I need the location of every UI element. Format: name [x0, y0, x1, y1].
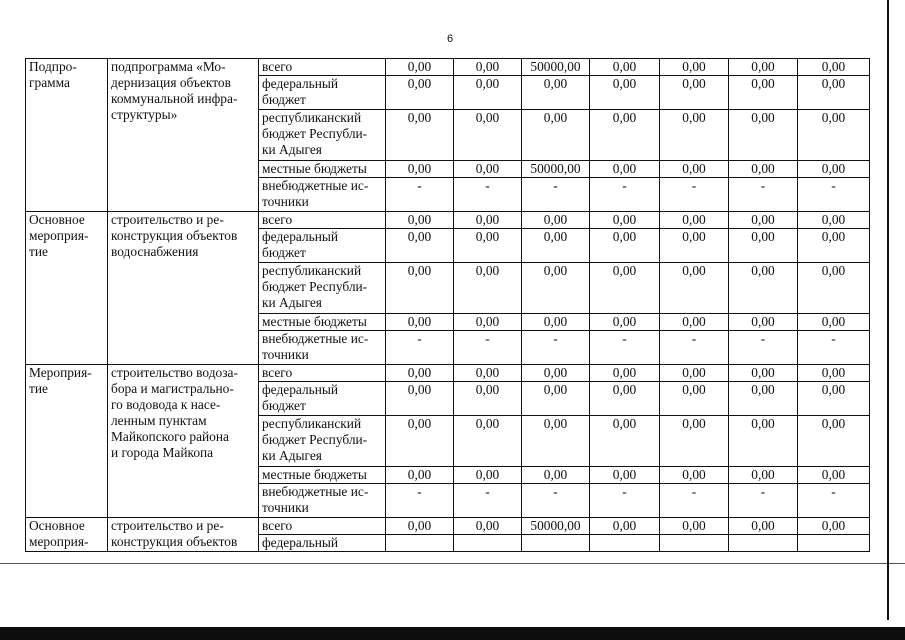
- value-cell: 0,00: [729, 382, 798, 416]
- activity-description-cell: строительство и ре- конструкция объектов водоснабжения: [108, 212, 259, 365]
- value-cell: 0,00: [798, 161, 870, 178]
- value-cell: -: [729, 178, 798, 212]
- funding-source-cell: республиканский бюджет Республи- ки Адыгея: [259, 110, 386, 161]
- value-cell: 0,00: [590, 229, 660, 263]
- value-cell: 0,00: [522, 314, 590, 331]
- funding-source-cell: внебюджетные ис- точники: [259, 484, 386, 518]
- funding-source-cell: республиканский бюджет Республи- ки Адыгея: [259, 263, 386, 314]
- value-cell: 0,00: [729, 59, 798, 76]
- value-cell: -: [660, 484, 729, 518]
- value-cell: 0,00: [798, 59, 870, 76]
- value-cell: 0,00: [729, 314, 798, 331]
- scan-edge-line: [887, 0, 889, 620]
- value-cell: 0,00: [729, 518, 798, 535]
- table-row: [26, 365, 870, 382]
- funding-source-cell: федеральный бюджет: [259, 229, 386, 263]
- value-cell: 0,00: [798, 382, 870, 416]
- funding-source-cell: местные бюджеты: [259, 161, 386, 178]
- value-cell: 0,00: [386, 314, 454, 331]
- value-cell: 0,00: [454, 59, 522, 76]
- funding-source-cell: внебюджетные ис- точники: [259, 331, 386, 365]
- value-cell: 0,00: [386, 212, 454, 229]
- value-cell: -: [454, 178, 522, 212]
- value-cell: 0,00: [590, 59, 660, 76]
- value-cell: 0,00: [386, 229, 454, 263]
- value-cell: 0,00: [660, 212, 729, 229]
- value-cell: 0,00: [590, 76, 660, 110]
- value-cell: 0,00: [386, 161, 454, 178]
- value-cell: 0,00: [454, 314, 522, 331]
- value-cell: 0,00: [386, 518, 454, 535]
- activity-description-cell: подпрограмма «Мо- дернизация объектов коммунальной инфра- структуры»: [108, 59, 259, 212]
- value-cell: 0,00: [454, 467, 522, 484]
- value-cell: [660, 535, 729, 552]
- value-cell: -: [386, 178, 454, 212]
- value-cell: 0,00: [454, 416, 522, 467]
- value-cell: 0,00: [660, 467, 729, 484]
- value-cell: [386, 535, 454, 552]
- value-cell: 0,00: [798, 314, 870, 331]
- table-row: [26, 212, 870, 229]
- funding-source-cell: всего: [259, 59, 386, 76]
- funding-source-cell: всего: [259, 212, 386, 229]
- value-cell: 0,00: [386, 59, 454, 76]
- value-cell: 0,00: [729, 110, 798, 161]
- activity-description-cell: строительство и ре- конструкция объектов: [108, 518, 259, 552]
- value-cell: -: [798, 484, 870, 518]
- value-cell: 0,00: [590, 416, 660, 467]
- funding-source-cell: всего: [259, 518, 386, 535]
- value-cell: -: [798, 331, 870, 365]
- value-cell: [454, 535, 522, 552]
- value-cell: -: [660, 178, 729, 212]
- value-cell: 0,00: [590, 263, 660, 314]
- value-cell: 0,00: [454, 382, 522, 416]
- table-row: [26, 518, 870, 535]
- value-cell: 0,00: [798, 365, 870, 382]
- value-cell: 0,00: [729, 212, 798, 229]
- funding-source-cell: республиканский бюджет Республи- ки Адыгея: [259, 416, 386, 467]
- funding-source-cell: внебюджетные ис- точники: [259, 178, 386, 212]
- value-cell: 0,00: [454, 263, 522, 314]
- value-cell: -: [454, 331, 522, 365]
- value-cell: 0,00: [590, 382, 660, 416]
- value-cell: 0,00: [660, 76, 729, 110]
- value-cell: -: [522, 484, 590, 518]
- page-cut-line: [0, 563, 905, 564]
- value-cell: 0,00: [729, 365, 798, 382]
- value-cell: 0,00: [729, 229, 798, 263]
- value-cell: 0,00: [729, 467, 798, 484]
- value-cell: 0,00: [386, 467, 454, 484]
- value-cell: 0,00: [522, 263, 590, 314]
- value-cell: 0,00: [454, 110, 522, 161]
- value-cell: 0,00: [590, 110, 660, 161]
- value-cell: 0,00: [590, 161, 660, 178]
- value-cell: [798, 535, 870, 552]
- value-cell: 0,00: [522, 416, 590, 467]
- value-cell: 0,00: [660, 263, 729, 314]
- table-row: [26, 59, 870, 76]
- value-cell: 0,00: [386, 263, 454, 314]
- value-cell: 0,00: [798, 518, 870, 535]
- value-cell: 0,00: [660, 110, 729, 161]
- value-cell: -: [729, 484, 798, 518]
- value-cell: 0,00: [386, 416, 454, 467]
- value-cell: -: [386, 331, 454, 365]
- value-cell: 50000,00: [522, 161, 590, 178]
- value-cell: 0,00: [454, 76, 522, 110]
- funding-source-cell: всего: [259, 365, 386, 382]
- value-cell: 0,00: [798, 263, 870, 314]
- value-cell: 0,00: [522, 382, 590, 416]
- value-cell: 0,00: [798, 467, 870, 484]
- value-cell: 0,00: [590, 314, 660, 331]
- value-cell: -: [660, 331, 729, 365]
- funding-source-cell: федеральный: [259, 535, 386, 552]
- value-cell: -: [590, 178, 660, 212]
- value-cell: 0,00: [522, 76, 590, 110]
- value-cell: 0,00: [386, 110, 454, 161]
- funding-source-cell: местные бюджеты: [259, 314, 386, 331]
- value-cell: 0,00: [454, 518, 522, 535]
- activity-type-cell: Мероприя- тие: [26, 365, 108, 518]
- value-cell: [729, 535, 798, 552]
- value-cell: -: [522, 178, 590, 212]
- value-cell: 0,00: [798, 76, 870, 110]
- value-cell: 0,00: [729, 416, 798, 467]
- budget-table: [25, 58, 870, 552]
- value-cell: 0,00: [798, 212, 870, 229]
- value-cell: 0,00: [590, 467, 660, 484]
- value-cell: 0,00: [660, 161, 729, 178]
- value-cell: 0,00: [454, 365, 522, 382]
- value-cell: [590, 535, 660, 552]
- activity-description-cell: строительство водоза- бора и магистрально- го водовода к насе- ленным пунктам Майкопского района и города Майкопа: [108, 365, 259, 518]
- funding-source-cell: местные бюджеты: [259, 467, 386, 484]
- value-cell: -: [590, 484, 660, 518]
- value-cell: 0,00: [386, 382, 454, 416]
- value-cell: 0,00: [590, 212, 660, 229]
- activity-type-cell: Подпро- грамма: [26, 59, 108, 212]
- value-cell: 0,00: [798, 110, 870, 161]
- value-cell: 0,00: [522, 467, 590, 484]
- value-cell: 0,00: [660, 59, 729, 76]
- value-cell: -: [522, 331, 590, 365]
- value-cell: 0,00: [660, 518, 729, 535]
- value-cell: 0,00: [386, 365, 454, 382]
- value-cell: 0,00: [729, 263, 798, 314]
- value-cell: -: [454, 484, 522, 518]
- value-cell: 0,00: [798, 229, 870, 263]
- value-cell: 0,00: [660, 229, 729, 263]
- value-cell: 0,00: [522, 212, 590, 229]
- value-cell: 0,00: [660, 382, 729, 416]
- value-cell: 0,00: [522, 110, 590, 161]
- value-cell: 0,00: [660, 416, 729, 467]
- value-cell: 0,00: [660, 314, 729, 331]
- value-cell: 0,00: [590, 518, 660, 535]
- value-cell: [522, 535, 590, 552]
- funding-source-cell: федеральный бюджет: [259, 382, 386, 416]
- value-cell: 0,00: [454, 229, 522, 263]
- value-cell: 0,00: [386, 76, 454, 110]
- scan-bottom-band: [0, 627, 905, 640]
- value-cell: -: [386, 484, 454, 518]
- value-cell: -: [729, 331, 798, 365]
- funding-source-cell: федеральный бюджет: [259, 76, 386, 110]
- value-cell: 0,00: [660, 365, 729, 382]
- value-cell: 50000,00: [522, 518, 590, 535]
- value-cell: 0,00: [590, 365, 660, 382]
- value-cell: 0,00: [522, 229, 590, 263]
- page-number: 6: [446, 33, 454, 45]
- value-cell: 0,00: [729, 161, 798, 178]
- value-cell: -: [798, 178, 870, 212]
- activity-type-cell: Основное мероприя- тие: [26, 212, 108, 365]
- value-cell: 0,00: [798, 416, 870, 467]
- value-cell: 0,00: [454, 161, 522, 178]
- value-cell: 0,00: [522, 365, 590, 382]
- value-cell: 50000,00: [522, 59, 590, 76]
- value-cell: -: [590, 331, 660, 365]
- value-cell: 0,00: [454, 212, 522, 229]
- value-cell: 0,00: [729, 76, 798, 110]
- activity-type-cell: Основное мероприя-: [26, 518, 108, 552]
